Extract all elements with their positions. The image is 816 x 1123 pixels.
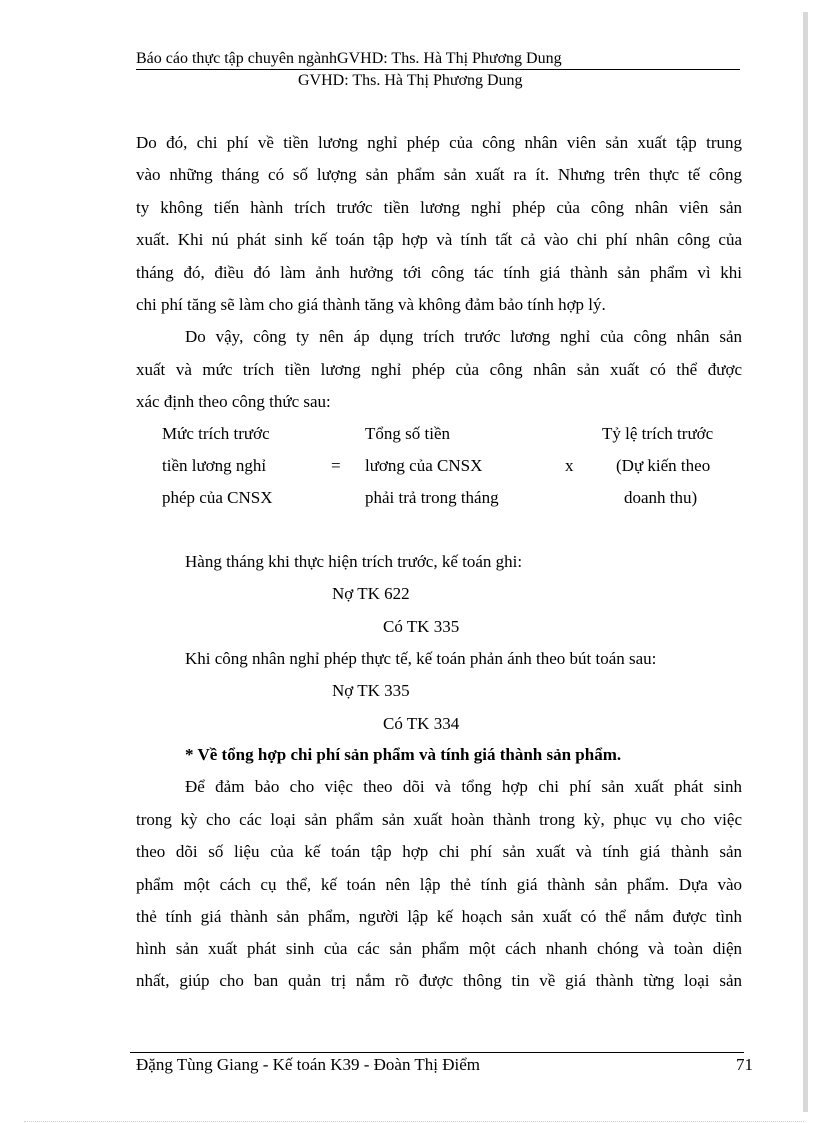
paragraph-line: Do đó, chi phí về tiền lương nghỉ phép của công nhân viên sản xuất tập trung (136, 133, 742, 152)
entry-intro: Hàng tháng khi thực hiện trích trước, kế toán ghi: (185, 552, 523, 571)
formula-middle-line: Tổng số tiền (365, 424, 450, 443)
debit-entry: Nợ TK 335 (332, 681, 410, 700)
page-edge (24, 1121, 804, 1122)
formula-middle-line: lương của CNSX (365, 456, 483, 475)
paragraph-line: xuất và mức trích tiền lương nghỉ phép của công nhân sản xuất có thể được (136, 360, 742, 379)
paragraph-line: vào những tháng có số lượng sản phẩm sản xuất ra ít. Nhưng trên thực tế công (136, 165, 742, 184)
page-shadow (803, 12, 808, 1112)
entry-intro: Khi công nhân nghỉ phép thực tế, kế toán phản ánh theo bút toán sau: (185, 649, 657, 668)
header-rule (136, 69, 740, 70)
header-title: Báo cáo thực tập chuyên ngànhGVHD: Ths. Hà Thị Phương Dung (136, 50, 562, 67)
paragraph-line: thẻ tính giá thành sản phẩm, người lập kế hoạch sản xuất có thể nắm được tình (136, 907, 742, 926)
paragraph-line: ty không tiến hành trích trước tiền lương nghỉ phép của công nhân viên sản (136, 198, 742, 217)
formula-left-line: phép của CNSX (162, 488, 273, 507)
formula-middle-line: phải trả trong tháng (365, 488, 499, 507)
formula-left-line: tiền lương nghỉ (162, 456, 267, 475)
paragraph-line: xuất. Khi nú phát sinh kế toán tập hợp và tính tất cả vào chi phí nhân công của (136, 230, 742, 249)
formula-right-line: (Dự kiến theo (616, 456, 711, 475)
footer-rule (130, 1052, 744, 1053)
formula-times: x (565, 456, 574, 475)
paragraph-line: nhất, giúp cho ban quản trị nắm rõ được thông tin về giá thành từng loại sản (136, 971, 742, 990)
paragraph-line: trong kỳ cho các loại sản phẩm sản xuất hoàn thành trong kỳ, phục vụ cho việc (136, 810, 742, 829)
debit-entry: Nợ TK 622 (332, 584, 410, 603)
formula-equals: = (331, 456, 341, 475)
paragraph-line: phẩm một cách cụ thể, kế toán nên lập thẻ tính giá thành sản phẩm. Dựa vào (136, 875, 742, 894)
paragraph-line: Do vậy, công ty nên áp dụng trích trước lương nghỉ của công nhân sản (185, 327, 742, 346)
paragraph-line: xác định theo công thức sau: (136, 392, 331, 411)
paragraph-line: theo dõi số liệu của kế toán tập hợp chi phí sản xuất và tính giá thành sản (136, 842, 742, 861)
footer-author: Đặng Tùng Giang - Kế toán K39 - Đoàn Thị Điểm (136, 1055, 481, 1074)
paragraph-line: tháng đó, điều đó làm ảnh hưởng tới công tác tính giá thành sản phẩm vì khi (136, 263, 742, 282)
formula-left-line: Mức trích trước (162, 424, 270, 443)
page-number: 71 (736, 1055, 753, 1074)
formula-right-line: Tỷ lệ trích trước (602, 424, 714, 443)
paragraph-line: Để đảm bảo cho việc theo dõi và tổng hợp chi phí sản xuất phát sinh (185, 777, 742, 796)
section-heading: * Về tổng hợp chi phí sản phẩm và tính giá thành sản phẩm. (185, 745, 622, 764)
header-subtitle: GVHD: Ths. Hà Thị Phương Dung (298, 72, 523, 89)
paragraph-line: chi phí tăng sẽ làm cho giá thành tăng và không đảm bảo tính hợp lý. (136, 295, 606, 314)
formula-right-line: doanh thu) (624, 488, 698, 507)
credit-entry: Có TK 335 (383, 617, 460, 636)
paragraph-line: hình sản xuất phát sinh của các sản phẩm một cách nhanh chóng và toàn diện (136, 939, 742, 958)
credit-entry: Có TK 334 (383, 714, 460, 733)
